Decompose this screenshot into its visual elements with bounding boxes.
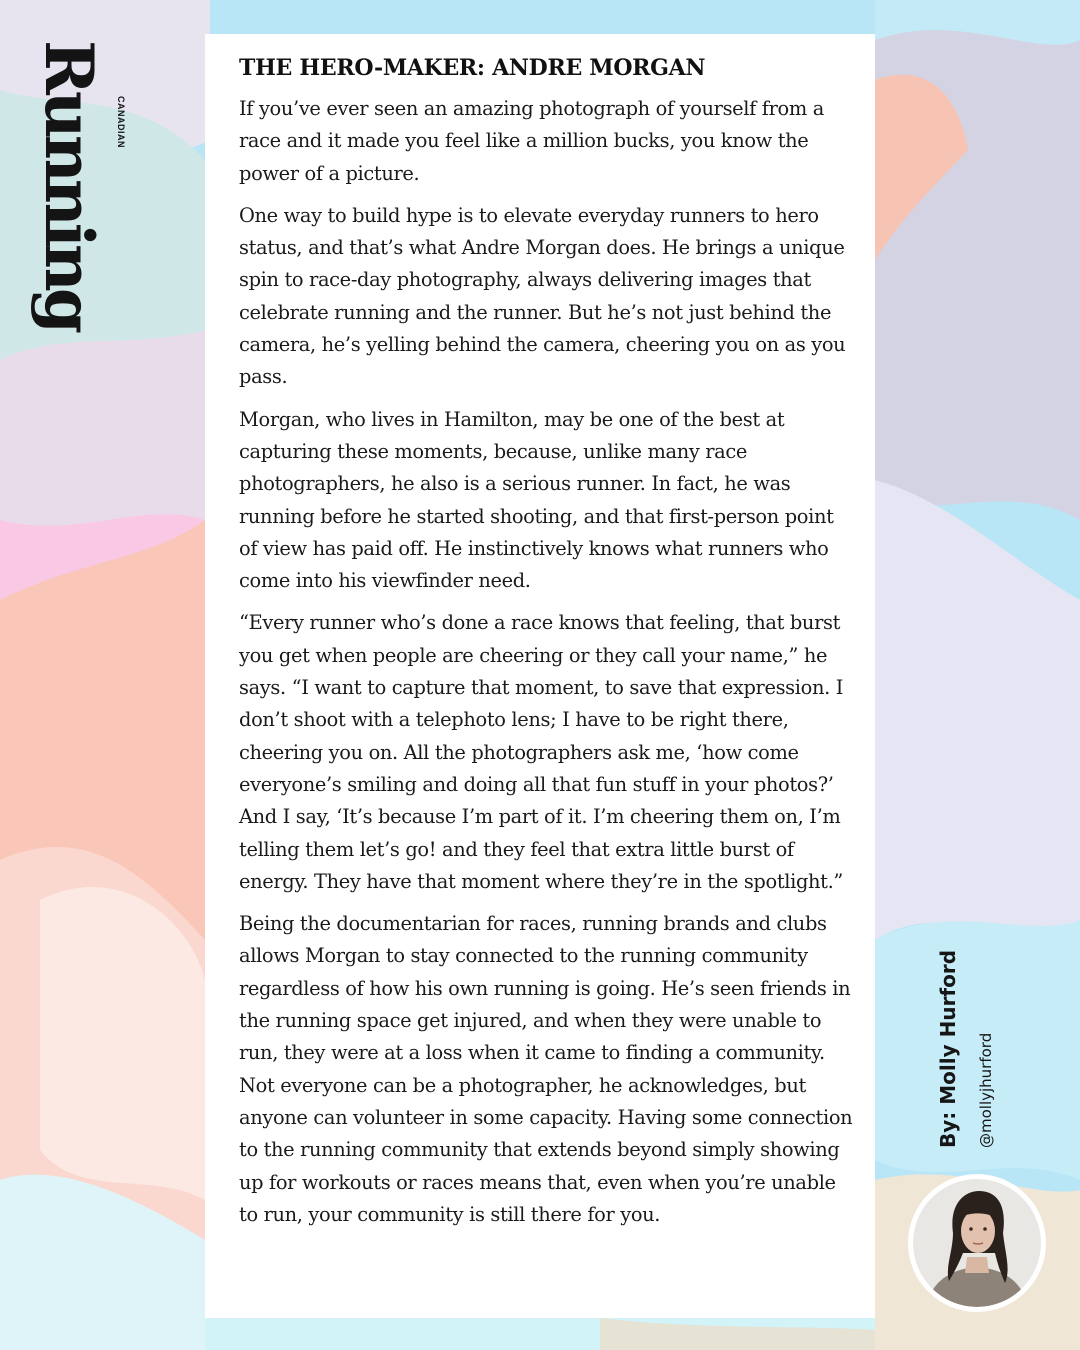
article-card — [205, 34, 875, 1318]
logo-country-label: CANADIAN — [116, 96, 126, 148]
author-byline: By: Molly Hurford — [936, 949, 960, 1148]
article-paragraph: If you’ve ever seen an amazing photograph of yourself from a race and it made you feel like a million bucks, you know the power of a picture. — [239, 97, 824, 185]
author-handle[interactable]: @mollyjhurford — [977, 1032, 995, 1148]
article-paragraph: One way to build hype is to elevate everyday runners to hero status, and that’s what Andre Morgan does. He brings a unique spin to race-day photography, always delivering images that celebrate running and the runner. But he’s not just behind the camera, he’s yelling behind the camera, cheering you on as you pass. — [239, 203, 846, 389]
article-paragraph: Being the documentarian for races, running brands and clubs allows Morgan to stay connected to the running community regardless of how his own running is going. He’s seen friends in the running space get injured, and when they were unable to run, they were at a loss when it came to finding a community. Not everyone can be a photographer, he acknowledges, but anyone can volunteer in some capacity. Having some connection to the running community that extends beyond simply showing up for workouts or races means that, even when you’re unable to run, your community is still there for you. — [239, 912, 853, 1226]
article-body — [239, 50, 855, 1241]
article-paragraph: “Every runner who’s done a race knows that feeling, that burst you get when people are cheering or they call your name,” he says. “I want to capture that moment, to save that expression. I don’t shoot with a telephoto lens; I have to be right there, cheering you on. All the photographers ask me, ‘how come everyone’s smiling and doing all that fun stuff in your photos?’ And I say, ‘It’s because I’m part of it. I’m cheering them on, I’m telling them let’s go! and they feel that extra little burst of energy. They have that moment where they’re in the spotlight.” — [239, 611, 844, 893]
article-paragraph: Morgan, who lives in Hamilton, may be one of the best at capturing these moments, because, unlike many race photographers, he also is a serious runner. In fact, he was running before he started shooting, and that first-person point of view has paid off. He instinctively knows what runners who come into his viewfinder need. — [239, 407, 834, 593]
author-avatar — [907, 1173, 1047, 1313]
logo-wordmark: Running — [30, 40, 108, 331]
article-headline: THE HERO-MAKER: ANDRE MORGAN — [239, 55, 706, 81]
